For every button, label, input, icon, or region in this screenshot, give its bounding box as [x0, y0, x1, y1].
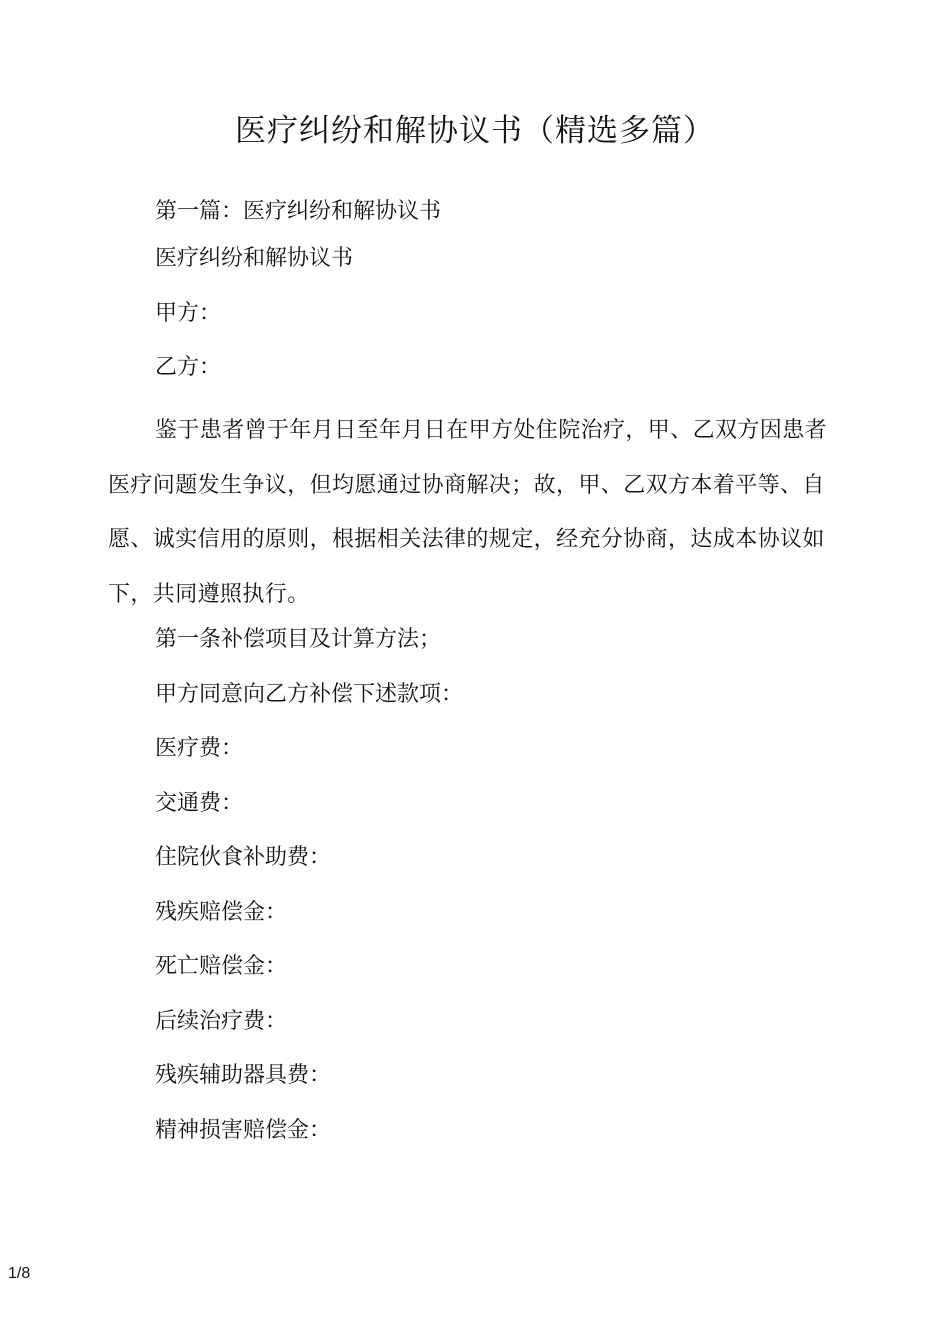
page-number: 1/8 [8, 1265, 31, 1282]
article-1-heading: 第一条补偿项目及计算方法； [155, 627, 442, 652]
party-b-label: 乙方： [155, 355, 222, 380]
document-subtitle: 医疗纠纷和解协议书 [155, 246, 354, 271]
list-item: 住院伙食补助费： [155, 845, 332, 870]
list-item: 精神损害赔偿金： [155, 1118, 332, 1143]
party-a-label: 甲方： [155, 301, 222, 326]
list-item: 医疗费： [155, 736, 244, 761]
document-title: 医疗纠纷和解协议书（精选多篇） [235, 113, 715, 149]
list-item: 交通费： [155, 791, 244, 816]
agreement-line: 甲方同意向乙方补偿下述款项： [155, 682, 464, 707]
section-heading: 第一篇：医疗纠纷和解协议书 [155, 199, 442, 224]
list-item: 残疾辅助器具费： [155, 1063, 332, 1088]
intro-paragraph: 鉴于患者曾于年月日至年月日在甲方处住院治疗，甲、乙双方因患者医疗问题发生争议，但均愿通过协商解决；故，甲、乙双方本着平等、自愿、诚实信用的原则，根据相关法律的规定，经充分协商，达成本协议如下，共同遵照执行。 [108, 418, 828, 607]
list-item: 残疾赔偿金： [155, 900, 288, 925]
list-item: 死亡赔偿金： [155, 954, 288, 979]
list-item: 后续治疗费： [155, 1009, 288, 1034]
